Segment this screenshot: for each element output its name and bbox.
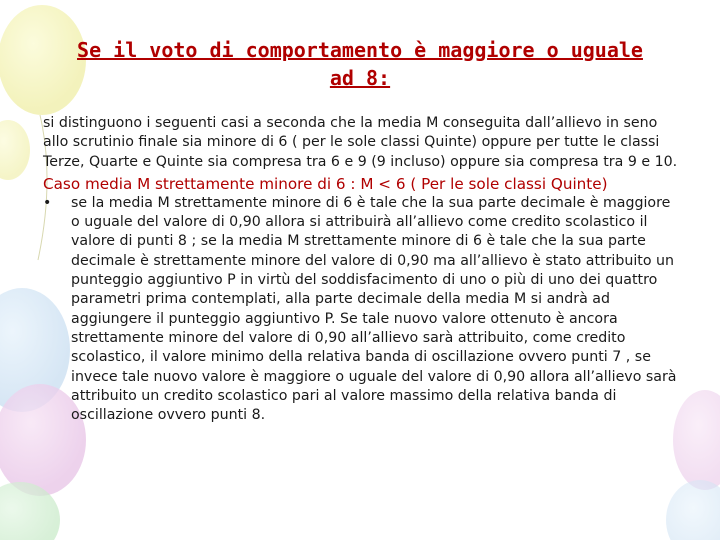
bullet-text: se la media M strettamente minore di 6 è tale che la sua parte decimale è maggiore o uguale del valore di 0,90 allora si attribuirà all’allievo come credito scolastico il valore di punti 8 ; se la media M strettamente minore di 6 è tale che la sua parte decimale è strettamente minore del valore di 0,90 ma all’allievo è stato attribuito un punteggio aggiuntivo P in virtù del soddisfacimento di uno o più di uno dei quattro parametri prima contemplati, alla parte decimale della media M si andrà ad aggiungere il punteggio aggiuntivo P. Se tale nuovo valore ottenuto è ancora strettamente minore del valore di 0,90 all’allievo sarà attribuito, come credito scolastico, il valore minimo della relativa banda di oscillazione ovvero punti 7 , se invece tale nuovo valore è maggiore o uguale del valore di 0,90 allora all’allievo sarà attribuito un credito scolastico pari al valore massimo della relativa banda di oscillazione ovvero punti 8.	[71, 194, 677, 424]
bullet-item	[43, 194, 683, 426]
bullet-list	[43, 194, 683, 426]
case-heading: Caso media M strettamente minore di 6 : M < 6 ( Per le sole classi Quinte)	[43, 174, 608, 193]
slide-body	[43, 114, 683, 425]
bullet-marker: •	[43, 194, 52, 211]
slide-title: Se il voto di comportamento è maggiore o uguale ad 8:	[77, 38, 643, 90]
intro-paragraph: si distinguono i seguenti casi a seconda che la media M conseguita dall’allievo in seno allo scrutinio finale sia minore di 6 ( per le sole classi Quinte) oppure per tutte le classi Terze, Quarte e Quinte sia compresa tra 6 e 9 (9 incluso) oppure sia compresa tra 9 e 10.	[43, 115, 678, 170]
